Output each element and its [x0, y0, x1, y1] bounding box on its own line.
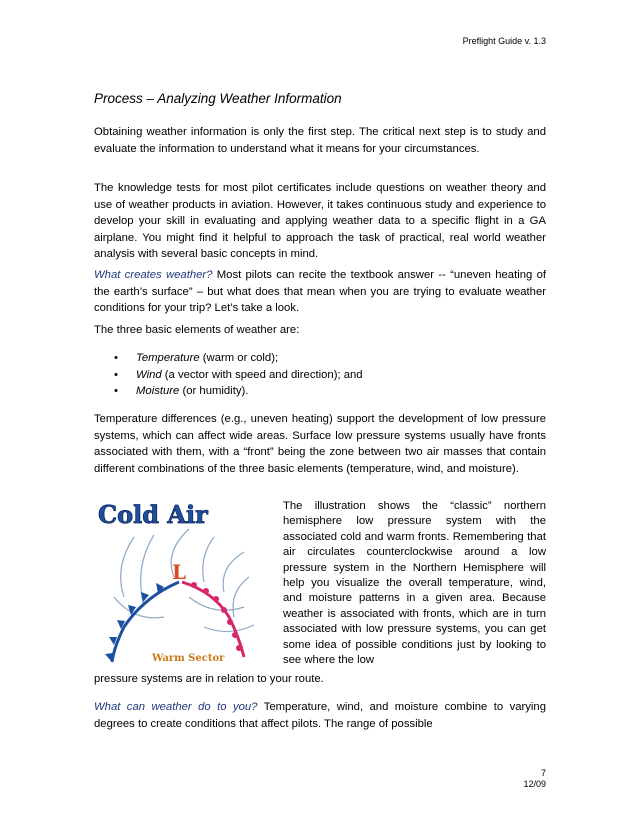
element-term: Temperature — [136, 352, 200, 364]
cold-air-label: Cold Air — [98, 500, 208, 529]
paragraph-what-creates-weather — [94, 267, 546, 317]
section-title: Process – Analyzing Weather Information — [94, 91, 342, 106]
element-description: (a vector with speed and direction); and — [161, 368, 363, 381]
warm-front-line — [182, 582, 244, 657]
paragraph-what-can-weather-do — [94, 699, 546, 732]
question-what-can-weather-do: What can weather do to you? — [94, 701, 258, 713]
element-term: Moisture — [136, 385, 180, 397]
footer-date: 12/09 — [523, 779, 546, 789]
element-description: (warm or cold); — [199, 352, 279, 364]
list-item — [106, 383, 363, 400]
list-item — [106, 350, 363, 367]
element-description: (or humidity). — [179, 385, 249, 397]
question-what-creates-weather: What creates weather? — [94, 269, 213, 281]
figure-description: The illustration shows the “classic” northern hemisphere low pressure system with the associated cold and warm fronts. Remembering that air circulates counterclockwise around a low pressure system in the Northern Hemisphere will help you visualize the overall temperature, wind, and moisture patterns in a given area. Because weather is associated with fronts, which are in turn associated with low pressure systems, you can get some idea of possible conditions just by looking to see where the low — [283, 500, 546, 667]
warm-sector-label: Warm Sector — [152, 653, 225, 664]
paragraph-knowledge-tests: The knowledge tests for most pilot certificates include questions on weather theory and use of weather products in aviation. However, it takes continuous study and experience to develop your skill in evaluating and applying weather data to a specific flight in a GA airplane. You might find it helpful to approach the task of practical, real world weather analysis with several basic concepts in mind. — [94, 182, 546, 260]
list-item — [106, 367, 363, 384]
element-term: Wind — [136, 368, 162, 381]
page-header: Preflight Guide v. 1.3 — [462, 36, 546, 46]
low-pressure-system-illustration — [94, 497, 274, 667]
answer-what-creates-weather: Most pilots can recite the textbook answer -- “uneven heating of the earth’s surface” – but what does that mean when you are trying to evaluate weather conditions for your trip? Let’s take a look. — [94, 269, 546, 314]
page-number: 7 — [540, 768, 546, 778]
paragraph-intro: Obtaining weather information is only the first step. The critical next step is to study and evaluate the information to understand what it means for your circumstances. — [94, 126, 546, 155]
paragraph-temperature-differences: Temperature differences (e.g., uneven heating) support the development of low pressure systems, which can affect wide areas. Surface low pressure systems usually have fronts associated with them, with a “front” being the zone between two air masses that contain different combinations of the three basic elements (temperature, wind, and moisture). — [94, 413, 546, 475]
low-pressure-label: L — [172, 560, 187, 584]
weather-elements-list — [106, 350, 363, 400]
paragraph-basic-elements-intro: The three basic elements of weather are: — [94, 324, 300, 336]
figure-description-continued: pressure systems are in relation to your route. — [94, 673, 324, 685]
answer-what-can-weather-do: Temperature, wind, and moisture combine to varying degrees to create conditions that affect pilots. The range of possible — [94, 701, 546, 730]
